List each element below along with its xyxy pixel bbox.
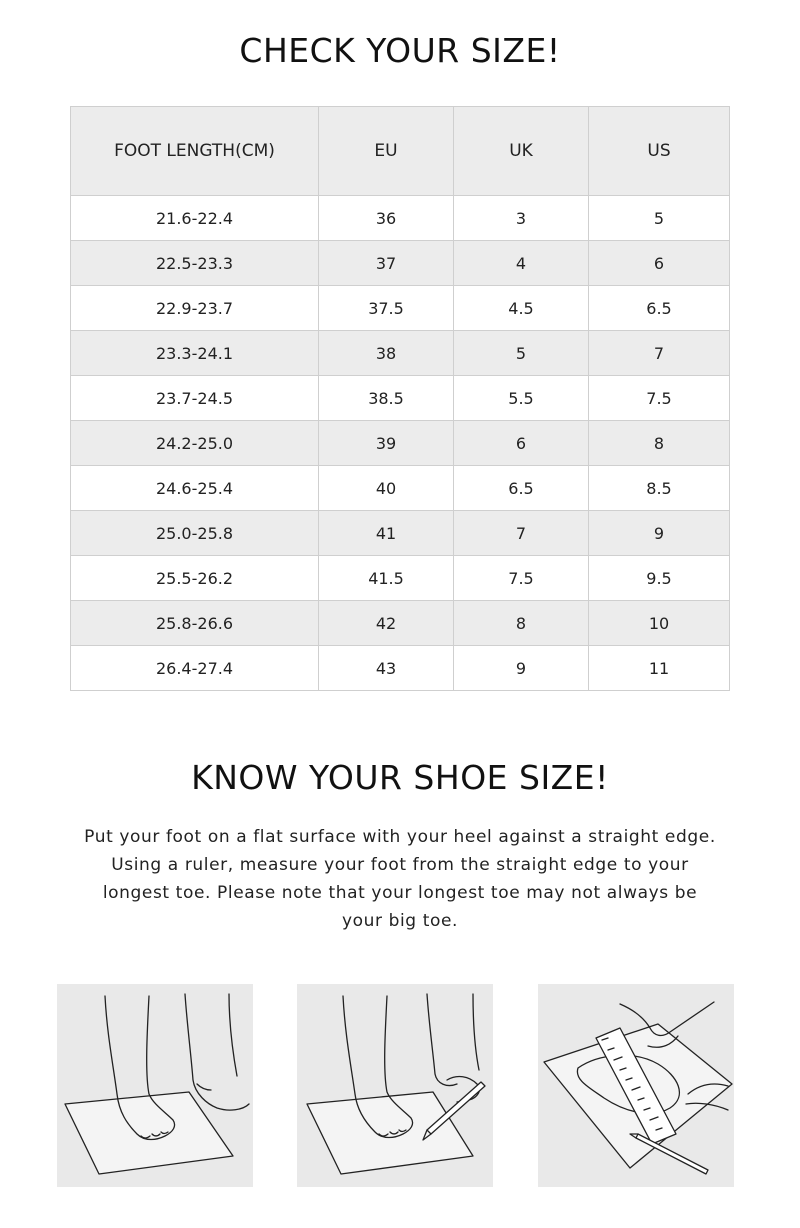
cell-eu: 38.5	[319, 376, 454, 421]
table-row	[71, 421, 730, 466]
cell-foot-length: 24.2-25.0	[71, 421, 319, 466]
know-size-title: KNOW YOUR SHOE SIZE!	[191, 758, 609, 797]
table-row	[71, 331, 730, 376]
cell-us: 9	[589, 511, 730, 556]
cell-eu: 41.5	[319, 556, 454, 601]
cell-us: 7.5	[589, 376, 730, 421]
cell-foot-length: 23.7-24.5	[71, 376, 319, 421]
table-row	[71, 286, 730, 331]
cell-us: 8.5	[589, 466, 730, 511]
cell-us: 6.5	[589, 286, 730, 331]
cell-uk: 4.5	[454, 286, 589, 331]
cell-foot-length: 25.0-25.8	[71, 511, 319, 556]
measure-instructions: Put your foot on a flat surface with your heel against a straight edge. Using a ruler, measure your foot from the straight edge to your longest toe. Please note that your longest toe may not always be your big toe.	[84, 827, 716, 931]
cell-us: 11	[589, 646, 730, 691]
cell-foot-length: 21.6-22.4	[71, 196, 319, 241]
cell-us: 8	[589, 421, 730, 466]
cell-eu: 43	[319, 646, 454, 691]
cell-foot-length: 23.3-24.1	[71, 331, 319, 376]
cell-foot-length: 26.4-27.4	[71, 646, 319, 691]
cell-uk: 9	[454, 646, 589, 691]
table-row	[71, 466, 730, 511]
cell-uk: 5	[454, 331, 589, 376]
measure-ruler-icon	[538, 984, 734, 1187]
table-row	[71, 511, 730, 556]
cell-foot-length: 22.5-23.3	[71, 241, 319, 286]
cell-uk: 6	[454, 421, 589, 466]
table-row	[71, 646, 730, 691]
cell-foot-length: 25.5-26.2	[71, 556, 319, 601]
size-chart-title: CHECK YOUR SIZE!	[239, 31, 561, 70]
cell-us: 6	[589, 241, 730, 286]
table-row	[71, 241, 730, 286]
cell-uk: 7	[454, 511, 589, 556]
header-foot-length: FOOT LENGTH(CM)	[71, 107, 319, 196]
cell-eu: 37.5	[319, 286, 454, 331]
cell-us: 10	[589, 601, 730, 646]
table-row	[71, 376, 730, 421]
trace-foot-pencil-icon	[297, 984, 493, 1187]
header-eu: EU	[319, 107, 454, 196]
cell-us: 5	[589, 196, 730, 241]
cell-eu: 40	[319, 466, 454, 511]
header-uk: UK	[454, 107, 589, 196]
cell-uk: 8	[454, 601, 589, 646]
cell-eu: 36	[319, 196, 454, 241]
size-chart-table	[70, 106, 730, 691]
cell-eu: 37	[319, 241, 454, 286]
cell-us: 9.5	[589, 556, 730, 601]
feet-on-paper-icon	[57, 984, 253, 1187]
cell-us: 7	[589, 331, 730, 376]
header-us: US	[589, 107, 730, 196]
cell-foot-length: 24.6-25.4	[71, 466, 319, 511]
cell-foot-length: 25.8-26.6	[71, 601, 319, 646]
table-header-row	[71, 107, 730, 196]
cell-uk: 5.5	[454, 376, 589, 421]
cell-eu: 41	[319, 511, 454, 556]
cell-eu: 38	[319, 331, 454, 376]
cell-uk: 4	[454, 241, 589, 286]
cell-foot-length: 22.9-23.7	[71, 286, 319, 331]
cell-uk: 6.5	[454, 466, 589, 511]
table-row	[71, 196, 730, 241]
cell-eu: 42	[319, 601, 454, 646]
table-row	[71, 556, 730, 601]
cell-eu: 39	[319, 421, 454, 466]
table-row	[71, 601, 730, 646]
cell-uk: 3	[454, 196, 589, 241]
cell-uk: 7.5	[454, 556, 589, 601]
